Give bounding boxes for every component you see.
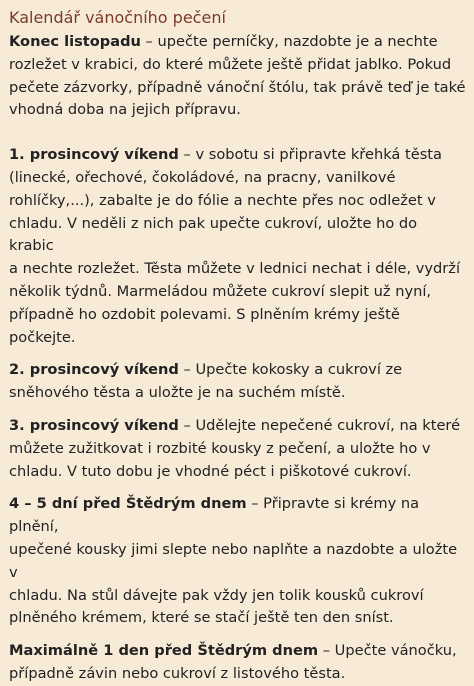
paragraph-lead: 1. prosincový víkend xyxy=(9,146,179,164)
paragraph-line: případně ho ozdobit polevami. S plněním krémy ještě počkejte. xyxy=(9,305,400,346)
spacer xyxy=(9,483,466,493)
paragraph-line: několik týdnů. Marmeládou můžete cukroví slepit už nyní, xyxy=(9,282,432,300)
paragraph-lead: 4 – 5 dní před Štědrým dnem xyxy=(9,495,247,513)
paragraph-lead: 2. prosincový víkend xyxy=(9,361,179,379)
spacer xyxy=(9,405,466,415)
paragraph-pred-stedrym-dnem xyxy=(9,493,466,630)
spacer xyxy=(9,122,466,144)
paragraph-line: upečené kousky jimi slepte nebo naplňte a nazdobte a uložte v xyxy=(9,540,458,581)
paragraph-line: vhodná doba na jejich přípravu. xyxy=(9,101,241,119)
paragraph-line: plněného krémem, které se stačí ještě ten den sníst. xyxy=(9,609,394,627)
paragraph-line: – Upečte vánočku, xyxy=(318,642,457,660)
paragraph-line: chladu. V tuto dobu je vhodné péct i piškotové cukroví. xyxy=(9,462,412,480)
paragraph-lead: Maximálně 1 den před Štědrým dnem xyxy=(9,642,319,660)
paragraph-prosinec-1 xyxy=(9,144,466,349)
paragraph-line: chladu. Na stůl dávejte pak vždy jen tolik kousků cukroví xyxy=(9,586,424,604)
paragraph-line: – v sobotu si připravte křehká těsta xyxy=(178,146,442,164)
paragraph-line: sněhového těsta a uložte je na suchém místě. xyxy=(9,384,346,402)
paragraph-line: pečete zázvorky, případně vánoční štólu, tak právě teď je také xyxy=(9,78,466,96)
paragraph-line: – Udělejte nepečené cukroví, na které xyxy=(178,416,461,434)
spacer xyxy=(9,630,466,640)
paragraph-line: můžete zužitkovat i rozbité kousky z pečení, a uložte ho v xyxy=(9,439,431,457)
paragraph-line: – Upečte kokosky a cukroví ze xyxy=(178,361,403,379)
paragraph-den-pred-stedrym-dnem xyxy=(9,640,466,686)
paragraph-lead: 3. prosincový víkend xyxy=(9,416,179,434)
paragraph-line: chladu. V neděli z nich pak upečte cukroví, uložte ho do krabic xyxy=(9,214,418,255)
paragraph-prosinec-2 xyxy=(9,359,466,405)
paragraph-prosinec-3 xyxy=(9,415,466,483)
paragraph-line: (linecké, ořechové, čokoládové, na pracny, vanilkové xyxy=(9,168,396,186)
paragraph-line: rohlíčky,...), zabalte je do fólie a nechte přes noc odležet v xyxy=(9,191,436,209)
paragraph-line: případně závin nebo cukroví z listového těsta. xyxy=(9,664,346,682)
paragraph-line: – Připravte si krémy na plnění, xyxy=(9,495,420,536)
paragraph-konec-listopadu xyxy=(9,31,466,122)
paragraph-lead: Konec listopadu xyxy=(9,33,141,50)
spacer xyxy=(9,349,466,359)
paragraph-line: – upečte perníčky, nazdobte je a nechte xyxy=(140,33,438,50)
paragraph-line: a nechte rozležet. Těsta můžete v lednici nechat i déle, vydrží xyxy=(9,260,461,278)
document-title: Kalendář vánočního pečení xyxy=(9,8,226,27)
paragraph-line: rozležet v krabici, do které můžete ještě přidat jablko. Pokud xyxy=(9,55,452,73)
